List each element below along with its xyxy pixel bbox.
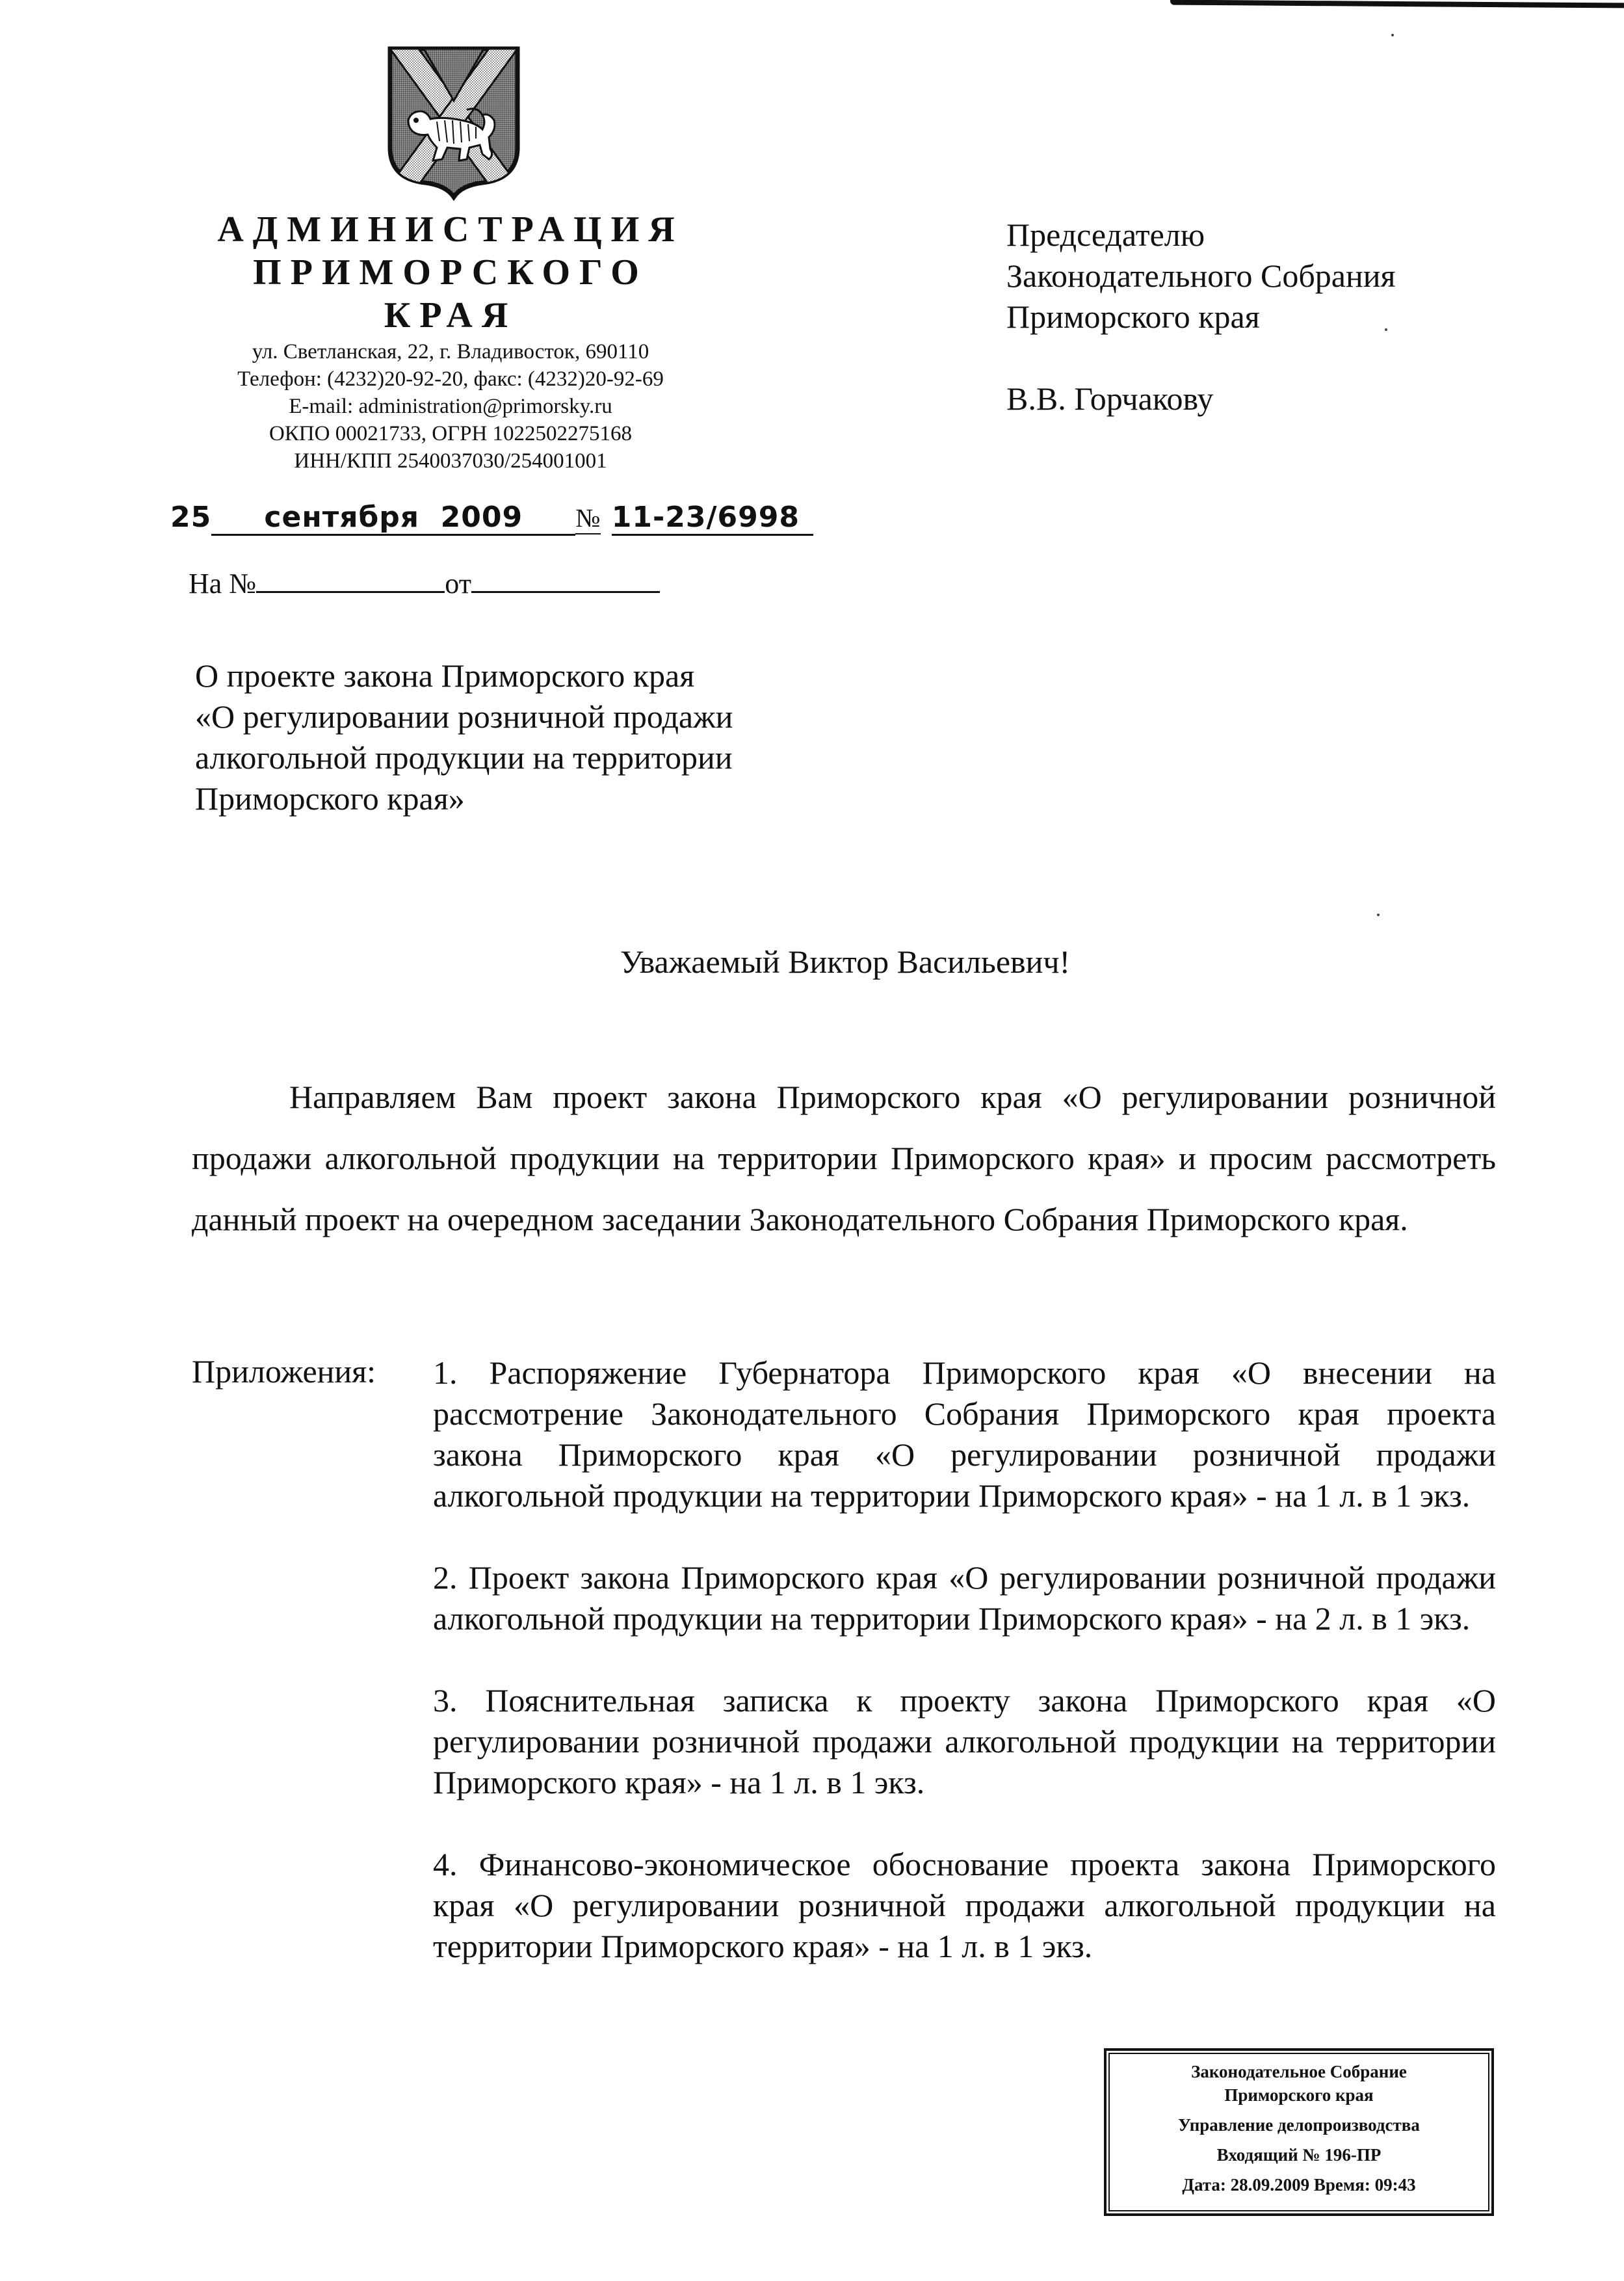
reg-month-year xyxy=(211,501,575,536)
attachment-item: 3. Пояснительная записка к проекту закона Приморского края «О регулировании розничной продажи алкогольной продукции на территории Приморского края» - на 1 л. в 1 экз. xyxy=(433,1682,1496,1800)
reg-month: сентября xyxy=(264,501,419,534)
recipient-name: В.В. Горчакову xyxy=(1006,380,1214,417)
reply-reference-line xyxy=(189,567,660,600)
coat-of-arms-icon xyxy=(385,44,523,206)
attachment-item: 2. Проект закона Приморского края «О регулировании розничной продажи алкогольной продукции на территории Приморского края» - на 2 л. в 1 экз. xyxy=(433,1559,1496,1637)
letter-body: Направляем Вам проект закона Приморского края «О регулировании розничной продажи алкогольной продукции на территории Приморского края» и просим рассмотреть данный проект на очередном заседании Законодательного Собрания Приморского края. xyxy=(192,1079,1496,1237)
reg-day: 25 xyxy=(170,501,212,534)
reg-year: 2009 xyxy=(440,501,523,534)
subject-line: Приморского края» xyxy=(195,780,465,817)
stamp-incoming-number: Входящий № 196-ПР xyxy=(1216,2145,1382,2165)
stamp-department: Управление делопроизводства xyxy=(1178,2115,1420,2135)
salutation: Уважаемый Виктор Васильевич! xyxy=(620,943,1071,980)
subject-block xyxy=(195,655,733,819)
attachments-label: Приложения: xyxy=(192,1353,376,1390)
incoming-registration-stamp xyxy=(1104,2048,1494,2216)
reg-number: 11-23/6998 xyxy=(612,501,813,536)
recipient-line: Законодательного Собрания xyxy=(1006,257,1396,294)
phone-fax-line: Телефон: (4232)20-92-20, факс: (4232)20-92-69 xyxy=(237,367,664,391)
scan-edge-mark xyxy=(1170,0,1624,8)
org-title-line1: АДМИНИСТРАЦИЯ xyxy=(217,209,684,250)
org-contact-block xyxy=(189,338,713,475)
scan-speck xyxy=(1385,328,1387,331)
number-sign: № xyxy=(575,503,601,534)
recipient-line: Приморского края xyxy=(1006,298,1260,335)
stamp-datetime: Дата: 28.09.2009 Время: 09:43 xyxy=(1182,2175,1416,2195)
reply-to-label: На № xyxy=(189,568,257,600)
subject-line: О проекте закона Приморского края xyxy=(195,657,695,694)
stamp-org-line1: Законодательное Собрание xyxy=(1191,2062,1407,2081)
okpo-ogrn-line: ОКПО 00021733, ОГРН 1022502275168 xyxy=(268,422,633,445)
inn-kpp-line: ИНН/КПП 2540037030/254001001 xyxy=(294,449,607,473)
recipient-line: Председателю xyxy=(1006,217,1205,253)
org-title-line2: ПРИМОРСКОГО КРАЯ xyxy=(253,252,648,336)
scan-speck xyxy=(1377,914,1380,916)
attachments-list xyxy=(433,1352,1496,2008)
reply-from-date-field xyxy=(471,591,660,593)
attachment-item: 1. Распоряжение Губернатора Приморского края «О внесении на рассмотрение Законодательного Собрания Приморского края проекта закона Приморского края «О регулировании розничной продажи алкогольной продукции на территории Приморского края» - на 1 л. в 1 экз. xyxy=(433,1354,1496,1514)
outgoing-registration-line xyxy=(170,501,813,536)
subject-line: алкогольной продукции на территории xyxy=(195,739,733,776)
attachment-item: 4. Финансово-экономическое обоснование проекта закона Приморского края «О регулировании розничной продажи алкогольной продукции на территории Приморского края» - на 1 л. в 1 экз. xyxy=(433,1846,1496,1964)
reply-from-label: от xyxy=(445,568,471,600)
scan-speck xyxy=(1391,34,1394,36)
reply-to-number-field xyxy=(256,591,445,593)
email-line: E-mail: administration@primorsky.ru xyxy=(289,395,612,418)
stamp-org-line2: Приморского края xyxy=(1224,2085,1374,2105)
subject-line: «О регулировании розничной продажи xyxy=(195,698,733,735)
recipient-block xyxy=(1006,215,1395,419)
address-line: ул. Светланская, 22, г. Владивосток, 690110 xyxy=(252,340,649,363)
